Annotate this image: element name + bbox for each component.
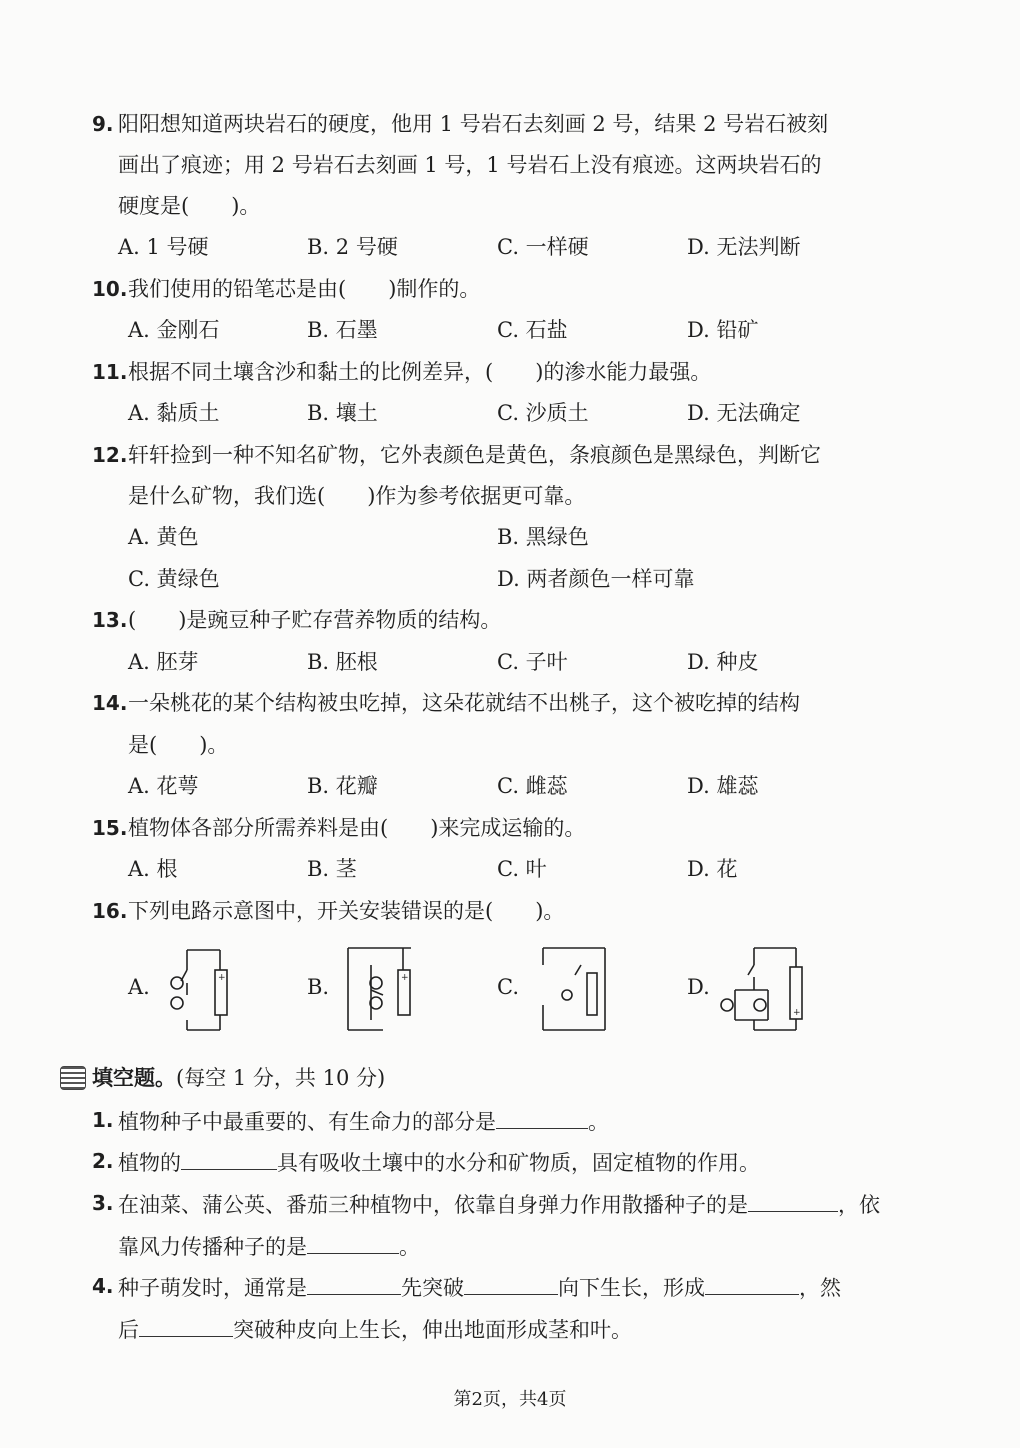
question-text: 植物种子中最重要的、有生命力的部分是 (118, 1110, 496, 1134)
question-text: 后 (118, 1318, 139, 1342)
svg-text:+: + (218, 973, 226, 983)
question-number: 11. (92, 360, 128, 384)
page-footer: 第2页，共4页 (453, 1389, 567, 1410)
question-text: 硬度是( )。 (118, 194, 261, 218)
section-note: (每空 1 分，共 10 分) (176, 1066, 386, 1090)
answer-blank[interactable] (181, 1147, 277, 1170)
option-b[interactable]: B. 壤土 (307, 401, 378, 425)
option-d[interactable]: D. 无法判断 (687, 235, 801, 259)
option-a[interactable]: A. 胚芽 (128, 650, 199, 674)
section-title: 填空题。 (92, 1066, 176, 1090)
option-a[interactable]: A. 金刚石 (128, 318, 220, 342)
question-text: ，然 (799, 1276, 841, 1300)
question-number: 15. (92, 816, 128, 840)
answer-blank[interactable] (139, 1314, 233, 1337)
question-text: 轩轩捡到一种不知名矿物，它外表颜色是黄色，条痕颜色是黑绿色，判断它 (128, 443, 821, 467)
answer-blank[interactable] (748, 1189, 838, 1212)
option-d[interactable]: D. 雄蕊 (687, 774, 759, 798)
answer-blank[interactable] (464, 1272, 558, 1295)
option-b[interactable]: B. 黑绿色 (497, 525, 589, 549)
option-c[interactable]: C. 黄绿色 (128, 567, 220, 591)
option-c[interactable]: C. 石盐 (497, 318, 568, 342)
question-text: 。 (588, 1110, 609, 1134)
option-b[interactable]: B. (307, 975, 330, 999)
option-c[interactable]: C. 雌蕊 (497, 774, 568, 798)
option-c[interactable]: C. 叶 (497, 857, 547, 881)
option-c[interactable]: C. 沙质土 (497, 401, 589, 425)
question-number: 12. (92, 443, 128, 467)
question-text: 突破种皮向上生长，伸出地面形成茎和叶。 (233, 1318, 632, 1342)
question-text: 根据不同土壤含沙和黏土的比例差异，( )的渗水能力最强。 (128, 360, 712, 384)
section-header (92, 1064, 385, 1092)
option-b[interactable]: B. 花瓣 (307, 774, 378, 798)
option-d[interactable]: D. 铅矿 (687, 318, 759, 342)
option-a[interactable]: A. 黄色 (128, 525, 199, 549)
circuit-diagram-d (720, 945, 810, 1035)
option-c[interactable]: C. 子叶 (497, 650, 568, 674)
answer-blank[interactable] (705, 1272, 799, 1295)
answer-blank[interactable] (307, 1272, 401, 1295)
question-number: 3. (92, 1191, 114, 1215)
option-a[interactable]: A. 1 号硬 (118, 235, 209, 259)
circuit-diagram-c (535, 945, 615, 1035)
question-text: 一朵桃花的某个结构被虫吃掉，这朵花就结不出桃子，这个被吃掉的结构 (128, 691, 800, 715)
option-d[interactable]: D. 种皮 (687, 650, 759, 674)
circuit-diagram-b (343, 945, 418, 1035)
svg-text:+: + (401, 973, 409, 983)
question-text: 先突破 (401, 1276, 464, 1300)
question-number: 9. (92, 112, 114, 136)
question-number: 10. (92, 277, 128, 301)
option-a[interactable]: A. 根 (128, 857, 178, 881)
option-a[interactable]: A. 黏质土 (128, 401, 220, 425)
question-text: 植物的 (118, 1151, 181, 1175)
option-d[interactable]: D. 两者颜色一样可靠 (497, 567, 695, 591)
option-c[interactable]: C. (497, 975, 519, 999)
option-c[interactable]: C. 一样硬 (497, 235, 589, 259)
question-number: 16. (92, 899, 128, 923)
question-text: 下列电路示意图中，开关安装错误的是( )。 (128, 899, 565, 923)
section-icon (60, 1066, 86, 1090)
question-number: 2. (92, 1149, 114, 1173)
question-text: 靠风力传播种子的是 (118, 1235, 307, 1259)
option-b[interactable]: B. 2 号硬 (307, 235, 398, 259)
question-text: 是( )。 (128, 733, 229, 757)
answer-blank[interactable] (307, 1231, 399, 1254)
question-text: 在油菜、蒲公英、番茄三种植物中，依靠自身弹力作用散播种子的是 (118, 1193, 748, 1217)
answer-blank[interactable] (496, 1106, 588, 1129)
question-text: ，依 (838, 1193, 880, 1217)
circuit-diagram-a (165, 945, 235, 1035)
question-text: 种子萌发时，通常是 (118, 1276, 307, 1300)
question-text: 阳阳想知道两块岩石的硬度，他用 1 号岩石去刻画 2 号，结果 2 号岩石被刻 (118, 112, 829, 136)
option-d[interactable]: D. (687, 975, 710, 999)
question-text: 是什么矿物，我们选( )作为参考依据更可靠。 (128, 484, 586, 508)
question-text: 向下生长，形成 (558, 1276, 705, 1300)
option-d[interactable]: D. 无法确定 (687, 401, 801, 425)
question-text: 植物体各部分所需养料是由( )来完成运输的。 (128, 816, 586, 840)
question-text: 。 (399, 1235, 420, 1259)
question-text: 画出了痕迹；用 2 号岩石去刻画 1 号，1 号岩石上没有痕迹。这两块岩石的 (118, 153, 822, 177)
question-text: 具有吸收土壤中的水分和矿物质，固定植物的作用。 (277, 1151, 760, 1175)
question-number: 1. (92, 1108, 114, 1132)
question-number: 13. (92, 608, 128, 632)
question-number: 14. (92, 691, 128, 715)
option-d[interactable]: D. 花 (687, 857, 738, 881)
option-b[interactable]: B. 茎 (307, 857, 357, 881)
option-a[interactable]: A. (128, 975, 150, 999)
option-b[interactable]: B. 石墨 (307, 318, 378, 342)
option-a[interactable]: A. 花萼 (128, 774, 199, 798)
question-number: 4. (92, 1274, 114, 1298)
question-text: 我们使用的铅笔芯是由( )制作的。 (128, 277, 481, 301)
option-b[interactable]: B. 胚根 (307, 650, 378, 674)
svg-text:+: + (793, 1008, 801, 1018)
question-text: ( )是豌豆种子贮存营养物质的结构。 (128, 608, 502, 632)
